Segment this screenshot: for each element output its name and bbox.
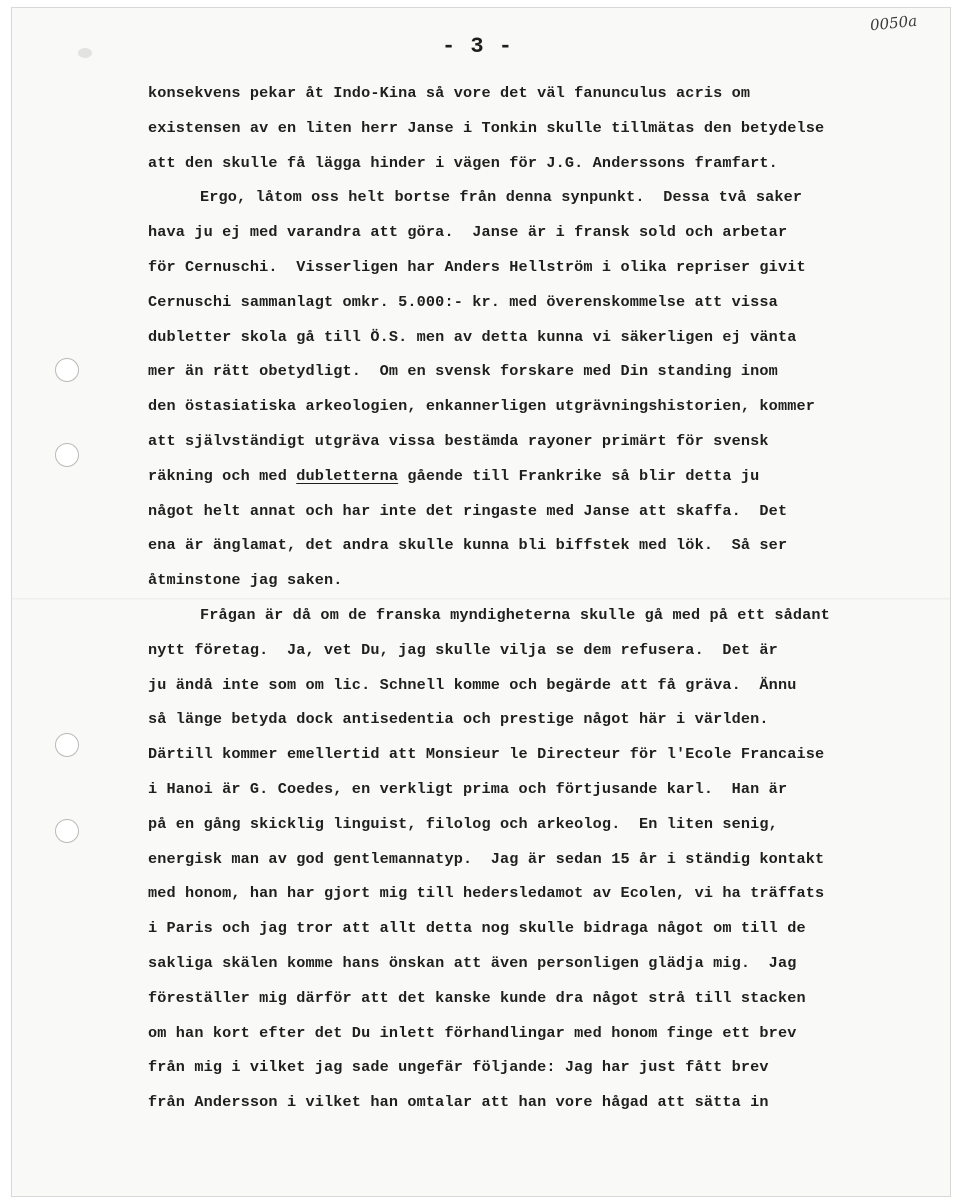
text-line: att den skulle få lägga hinder i vägen för J.G. Anderssons framfart. bbox=[148, 153, 778, 172]
paper-fold-crease bbox=[12, 598, 950, 600]
text-line: från Andersson i vilket han omtalar att han vore hågad att sätta in bbox=[148, 1093, 769, 1112]
text-line: Ergo, låtom oss helt bortse från denna synpunkt. Dessa två saker bbox=[200, 188, 803, 207]
punch-hole bbox=[55, 819, 79, 843]
text-segment: räkning och med bbox=[148, 466, 297, 485]
text-line: Frågan är då om de franska myndigheterna skulle gå med på ett sådant bbox=[200, 606, 830, 624]
text-line: föreställer mig därför att det kanske kunde dra något strå till stacken bbox=[148, 988, 806, 1007]
punch-hole bbox=[55, 358, 79, 382]
text-line bbox=[148, 467, 759, 485]
text-line: på en gång skicklig linguist, filolog och arkeolog. En liten senig, bbox=[148, 814, 778, 833]
text-line: existensen av en liten herr Janse i Tonkin skulle tillmätas den betydelse bbox=[148, 118, 825, 137]
text-line: i Hanoi är G. Coedes, en verkligt prima och förtjusande karl. Han är bbox=[148, 780, 788, 798]
archive-number: 0050a bbox=[869, 11, 918, 35]
text-line: för Cernuschi. Visserligen har Anders Hellström i olika repriser givit bbox=[148, 258, 806, 276]
text-line: något helt annat och har inte det ringaste med Janse att skaffa. Det bbox=[148, 501, 788, 520]
text-line: konsekvens pekar åt Indo-Kina så vore det väl fanunculus acris om bbox=[148, 84, 751, 102]
text-line: Cernuschi sammanlagt omkr. 5.000:- kr. med överenskommelse att vissa bbox=[148, 292, 778, 311]
punch-hole bbox=[55, 733, 79, 757]
text-line: Därtill kommer emellertid att Monsieur le Directeur för l'Ecole Francaise bbox=[148, 745, 825, 764]
text-line: att självständigt utgräva vissa bestämda rayoner primärt för svensk bbox=[148, 432, 769, 450]
text-line: sakliga skälen komme hans önskan att även personligen glädja mig. Jag bbox=[148, 954, 797, 972]
text-line: från mig i vilket jag sade ungefär följande: Jag har just fått brev bbox=[148, 1058, 769, 1077]
paper-sheet bbox=[12, 8, 950, 1196]
text-line: åtminstone jag saken. bbox=[148, 571, 343, 590]
text-line: ju ändå inte som om lic. Schnell komme och begärde att få gräva. Ännu bbox=[148, 675, 797, 694]
text-line: i Paris och jag tror att allt detta nog skulle bidraga något om till de bbox=[148, 919, 806, 938]
text-segment: gående till Frankrike så blir detta ju bbox=[398, 466, 760, 485]
text-line: nytt företag. Ja, vet Du, jag skulle vilja se dem refusera. Det är bbox=[148, 640, 778, 659]
text-line: energisk man av god gentlemannatyp. Jag är sedan 15 år i ständig kontakt bbox=[148, 849, 825, 868]
text-line: hava ju ej med varandra att göra. Janse är i fransk sold och arbetar bbox=[148, 223, 788, 242]
text-line: med honom, han har gjort mig till hedersledamot av Ecolen, vi ha träffats bbox=[148, 884, 825, 903]
punch-hole bbox=[55, 443, 79, 467]
page-number: - 3 - bbox=[441, 34, 513, 59]
text-line: ena är änglamat, det andra skulle kunna bli biffstek med lök. Så ser bbox=[148, 536, 788, 555]
underlined-word: dubletterna bbox=[296, 466, 399, 485]
text-line: om han kort efter det Du inlett förhandlingar med honom finge ett brev bbox=[148, 1023, 797, 1042]
text-line: mer än rätt obetydligt. Om en svensk forskare med Din standing inom bbox=[148, 362, 778, 381]
text-line: den östasiatiska arkeologien, enkannerligen utgrävningshistorien, kommer bbox=[148, 397, 816, 416]
text-line: så länge betyda dock antisedentia och prestige något här i världen. bbox=[148, 710, 769, 729]
text-line: dubletter skola gå till Ö.S. men av detta kunna vi säkerligen ej vänta bbox=[148, 327, 797, 346]
